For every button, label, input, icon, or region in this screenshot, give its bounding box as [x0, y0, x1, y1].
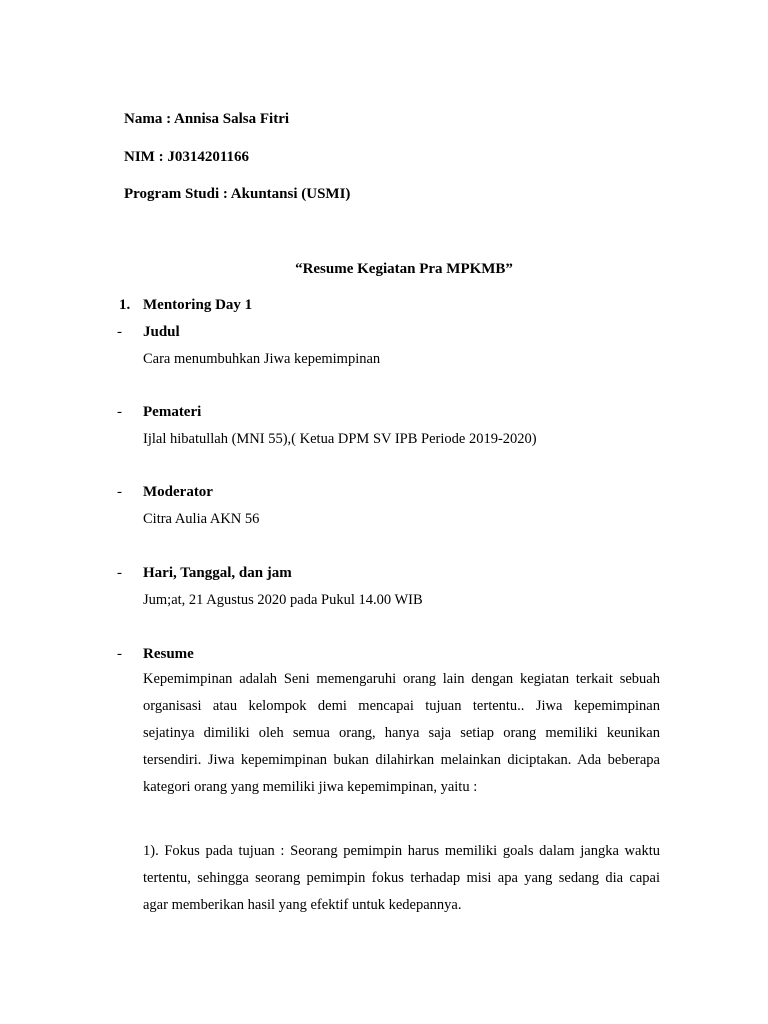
bullet-dash: -	[117, 565, 122, 581]
point-1-paragraph	[143, 838, 660, 919]
study-program: Program Studi : Akuntansi (USMI)	[124, 186, 351, 202]
point-1-line: agar memberikan hasil yang efektif untuk kedepannya.	[143, 897, 462, 914]
waktu-value: Jum;at, 21 Agustus 2020 pada Pukul 14.00 WIB	[143, 592, 423, 608]
pemateri-label: Pemateri	[143, 404, 202, 420]
resume-line: Kepemimpinan adalah Seni memengaruhi orang lain dengan kegiatan terkait sebuah	[143, 671, 660, 687]
judul-value: Cara menumbuhkan Jiwa kepemimpinan	[143, 351, 381, 367]
resume-label: Resume	[143, 646, 194, 662]
resume-line: sejatinya dimiliki oleh semua orang, hanya saja setiap orang memiliki keunikan	[143, 725, 660, 742]
bullet-dash: -	[117, 404, 122, 420]
point-1-line: 1). Fokus pada tujuan : Seorang pemimpin harus memiliki goals dalam jangka waktu	[143, 843, 660, 859]
student-name: Nama : Annisa Salsa Fitri	[124, 111, 290, 127]
bullet-dash: -	[117, 484, 122, 500]
pemateri-value: Ijlal hibatullah (MNI 55),( Ketua DPM SV IPB Periode 2019-2020)	[143, 431, 537, 447]
student-nim: NIM : J0314201166	[124, 149, 249, 165]
waktu-label: Hari, Tanggal, dan jam	[143, 565, 292, 581]
bullet-dash: -	[117, 646, 122, 662]
bullet-dash: -	[117, 324, 122, 340]
moderator-value: Citra Aulia AKN 56	[143, 511, 260, 527]
resume-paragraph	[143, 666, 660, 801]
section-number: 1.	[119, 297, 131, 313]
resume-line: tersendiri. Jiwa kepemimpinan bukan dilahirkan melainkan diciptakan. Ada beberapa	[143, 752, 660, 769]
document-title: “Resume Kegiatan Pra MPKMB”	[295, 261, 513, 277]
point-1-line: tertentu, sehingga seorang pemimpin fokus terhadap misi apa yang sedang dia capai	[143, 870, 660, 887]
resume-line: organisasi atau kelompok demi mencapai tujuan tertentu.. Jiwa kepemimpinan	[143, 698, 660, 715]
section-heading: Mentoring Day 1	[143, 297, 253, 313]
resume-line: kategori orang yang memiliki jiwa kepemimpinan, yaitu :	[143, 779, 478, 796]
moderator-label: Moderator	[143, 484, 213, 500]
judul-label: Judul	[143, 324, 180, 340]
